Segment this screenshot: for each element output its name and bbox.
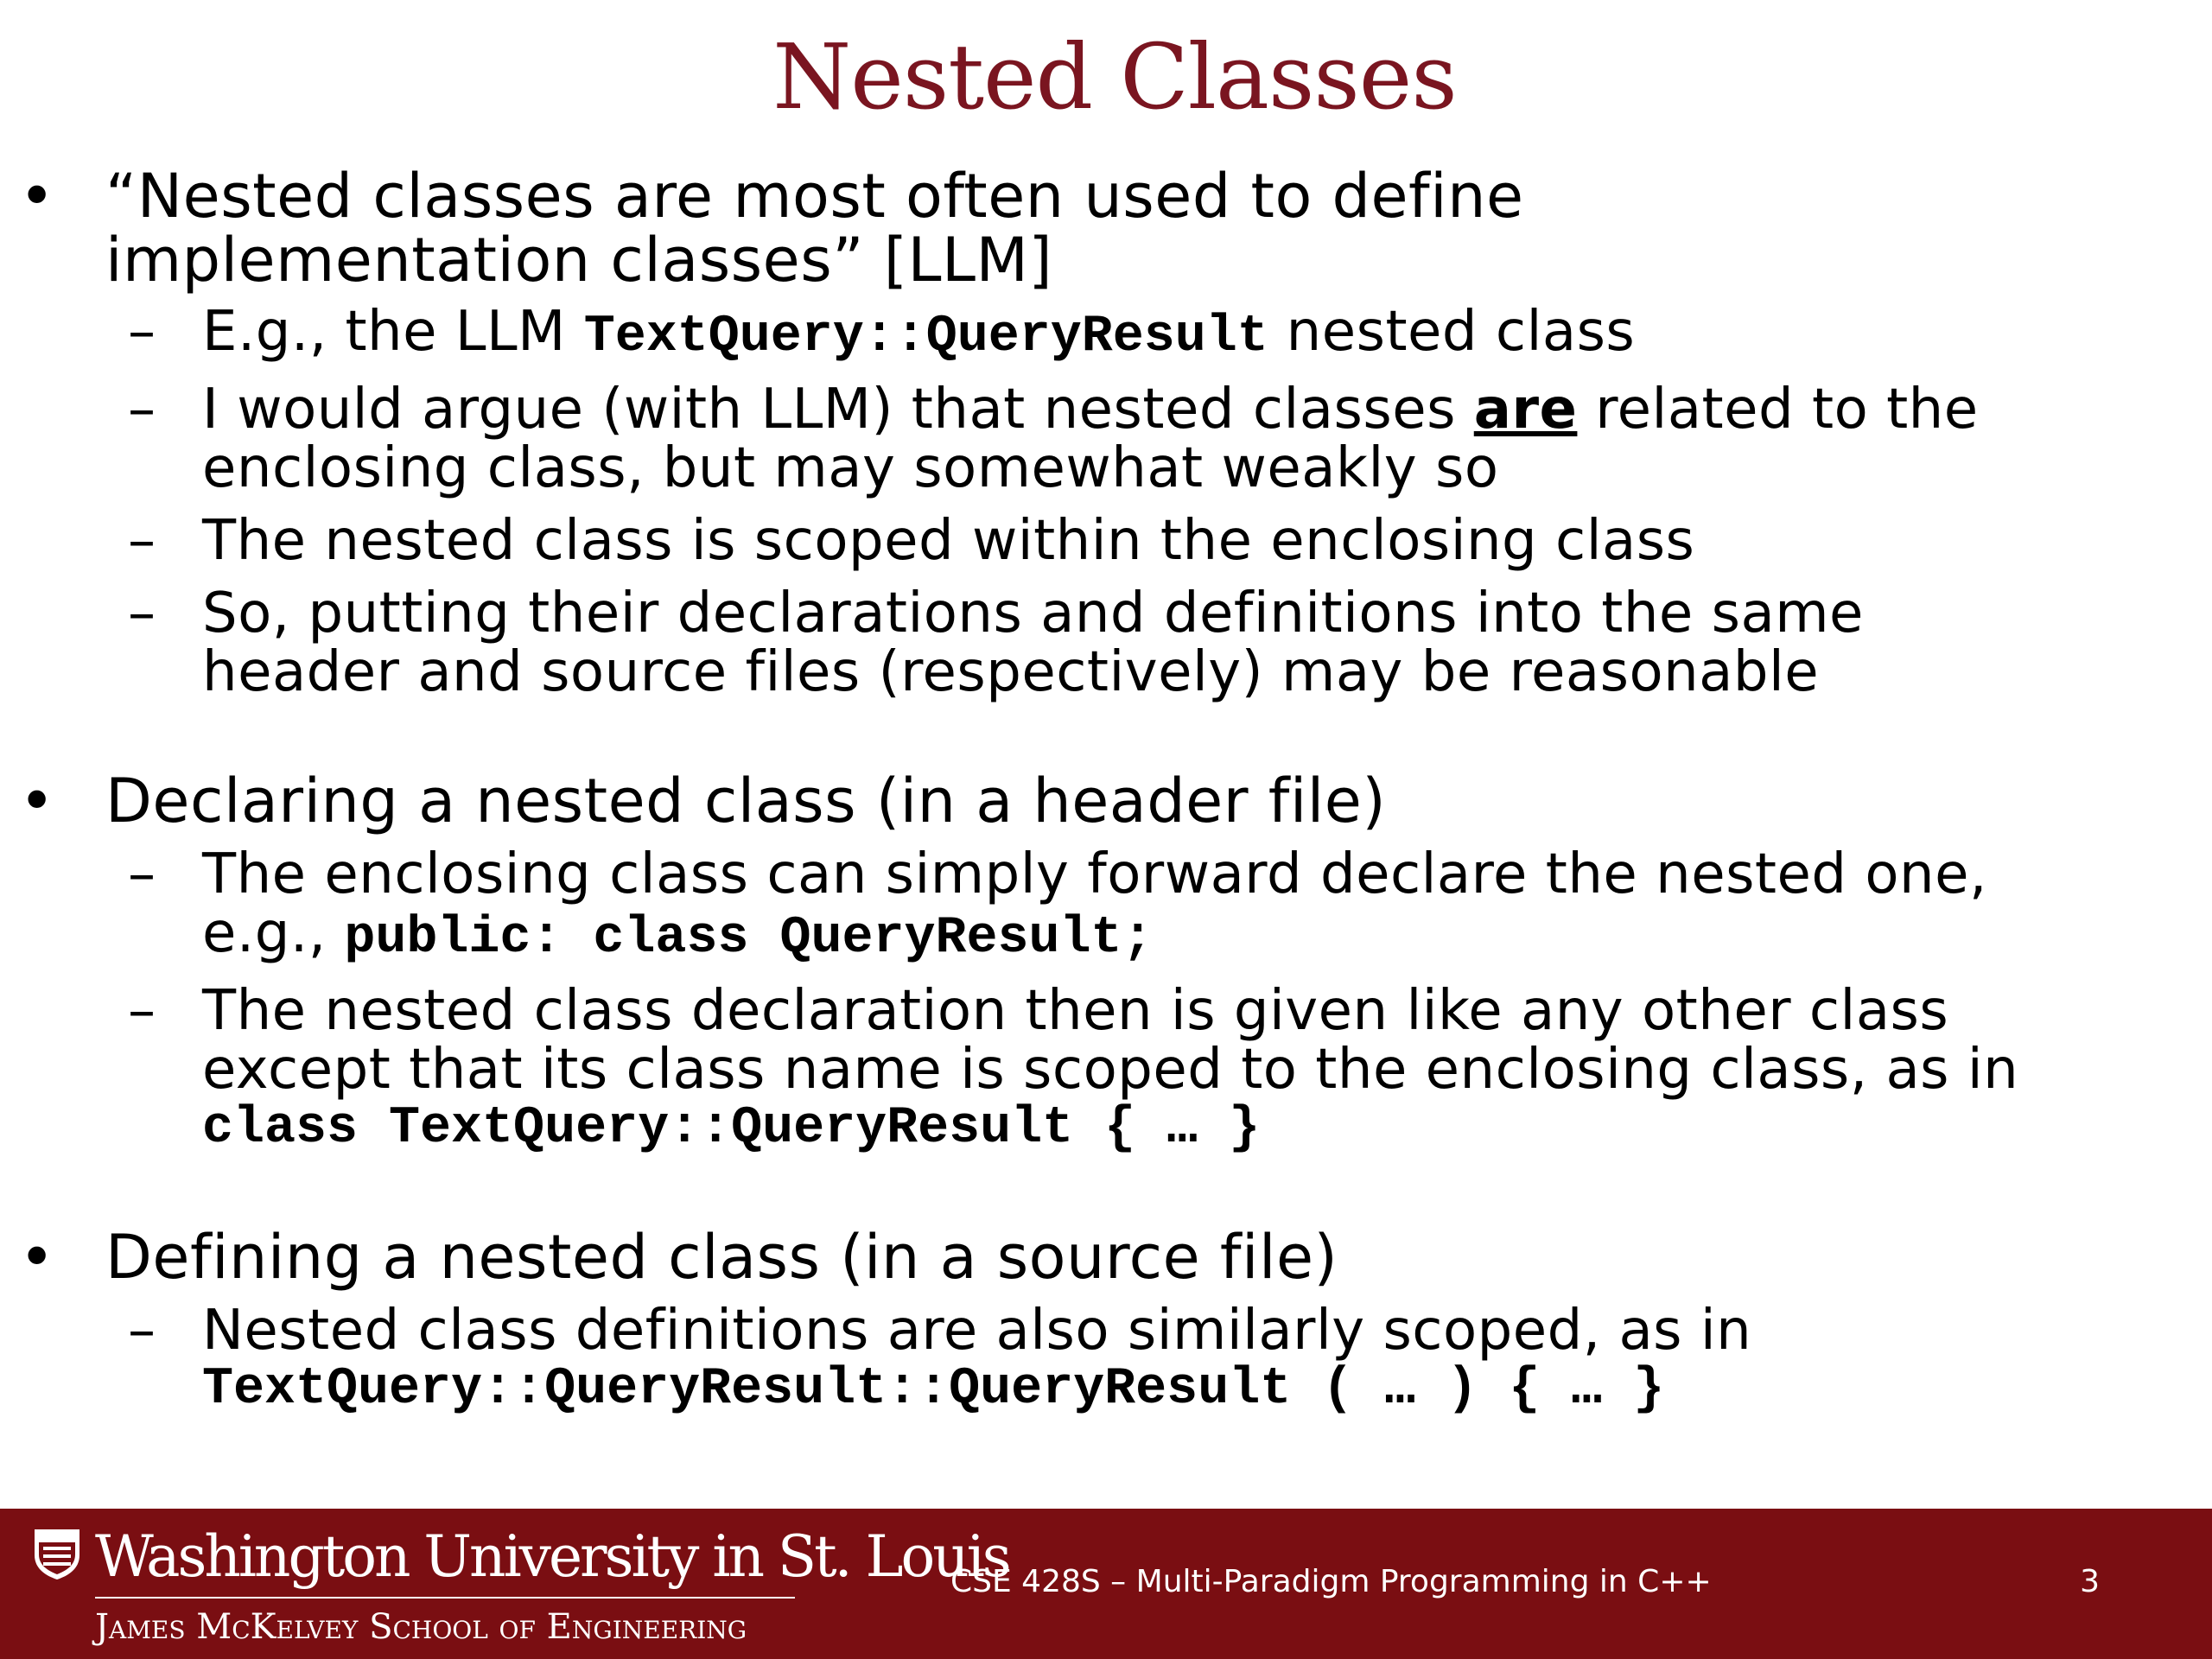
code-snippet: TextQuery::QueryResult::QueryResult ( … ) { … }: [202, 1360, 1665, 1419]
footer-band: [0, 1509, 2212, 1659]
sub-text-line1: So, putting their declarations and definitions into the same: [202, 582, 1864, 645]
dash-marker: –: [128, 979, 156, 1043]
sub-text: E.g., the LLM: [202, 300, 584, 364]
bullet-1-line1: “Nested classes are most often used to define: [105, 161, 1524, 232]
page-number: 3: [2080, 1564, 2100, 1599]
bullet-marker: •: [19, 161, 55, 232]
logo-divider: [95, 1597, 795, 1599]
sub-text-line1: Nested class definitions are also similarly scoped, as in: [202, 1299, 1752, 1363]
dash-marker: –: [128, 300, 156, 364]
slide-title: Nested Classes: [772, 24, 1457, 130]
code-snippet: TextQuery::QueryResult: [583, 308, 1268, 366]
dash-marker: –: [128, 509, 156, 573]
sub-bullet-1-3: [0, 509, 2212, 573]
course-title: CSE 428S – Multi-Paradigm Programming in C++: [950, 1564, 1712, 1599]
sub-text-line2: enclosing class, but may somewhat weakly so: [202, 436, 1499, 500]
sub-text-line1: The enclosing class can simply forward declare the nested one,: [202, 842, 1987, 906]
sub-bullet-2-2: [0, 979, 2212, 1158]
bullet-2: [0, 766, 2212, 836]
sub-text-line2: except that its class name is scoped to the enclosing class, as in: [202, 1038, 2019, 1102]
university-shield-icon: [31, 1526, 83, 1581]
emphasis-text: are: [1473, 378, 1578, 442]
sub-text: e.g.,: [202, 901, 345, 965]
sub-text: related to the: [1577, 378, 1979, 442]
sub-text: nested class: [1268, 300, 1636, 364]
code-snippet: class TextQuery::QueryResult { … }: [202, 1099, 1261, 1158]
code-snippet: public: class QueryResult;: [344, 909, 1154, 968]
dash-marker: –: [128, 378, 156, 442]
sub-text: The nested class is scoped within the enclosing class: [202, 509, 1695, 573]
bullet-1: [0, 161, 2212, 296]
dash-marker: –: [128, 1299, 156, 1363]
sub-text-line2: header and source files (respectively) may be reasonable: [202, 640, 1820, 704]
bullet-marker: •: [19, 1222, 55, 1293]
bullet-marker: •: [19, 766, 55, 836]
sub-text-line1: The nested class declaration then is given like any other class: [202, 979, 1949, 1043]
slide-body: [0, 161, 2212, 1419]
sub-bullet-3-1: [0, 1301, 2212, 1419]
university-name: Washington University in St. Louis: [95, 1523, 1009, 1590]
sub-bullet-1-2: [0, 380, 2212, 498]
university-logo: [29, 1517, 1009, 1656]
dash-marker: –: [128, 582, 156, 645]
sub-text: I would argue (with LLM) that nested classes: [202, 378, 1474, 442]
dash-marker: –: [128, 842, 156, 906]
sub-bullet-2-1: [0, 842, 2212, 968]
bullet-3-line1: Defining a nested class (in a source file): [105, 1222, 1338, 1293]
bullet-2-line1: Declaring a nested class (in a header file): [105, 766, 1387, 836]
sub-bullet-1-4: [0, 584, 2212, 702]
bullet-3: [0, 1222, 2212, 1293]
sub-bullet-1-1: [0, 302, 2212, 366]
bullet-1-line2: implementation classes” [LLM]: [105, 225, 1053, 296]
school-name: James McKelvey School of Engineering: [95, 1607, 747, 1647]
